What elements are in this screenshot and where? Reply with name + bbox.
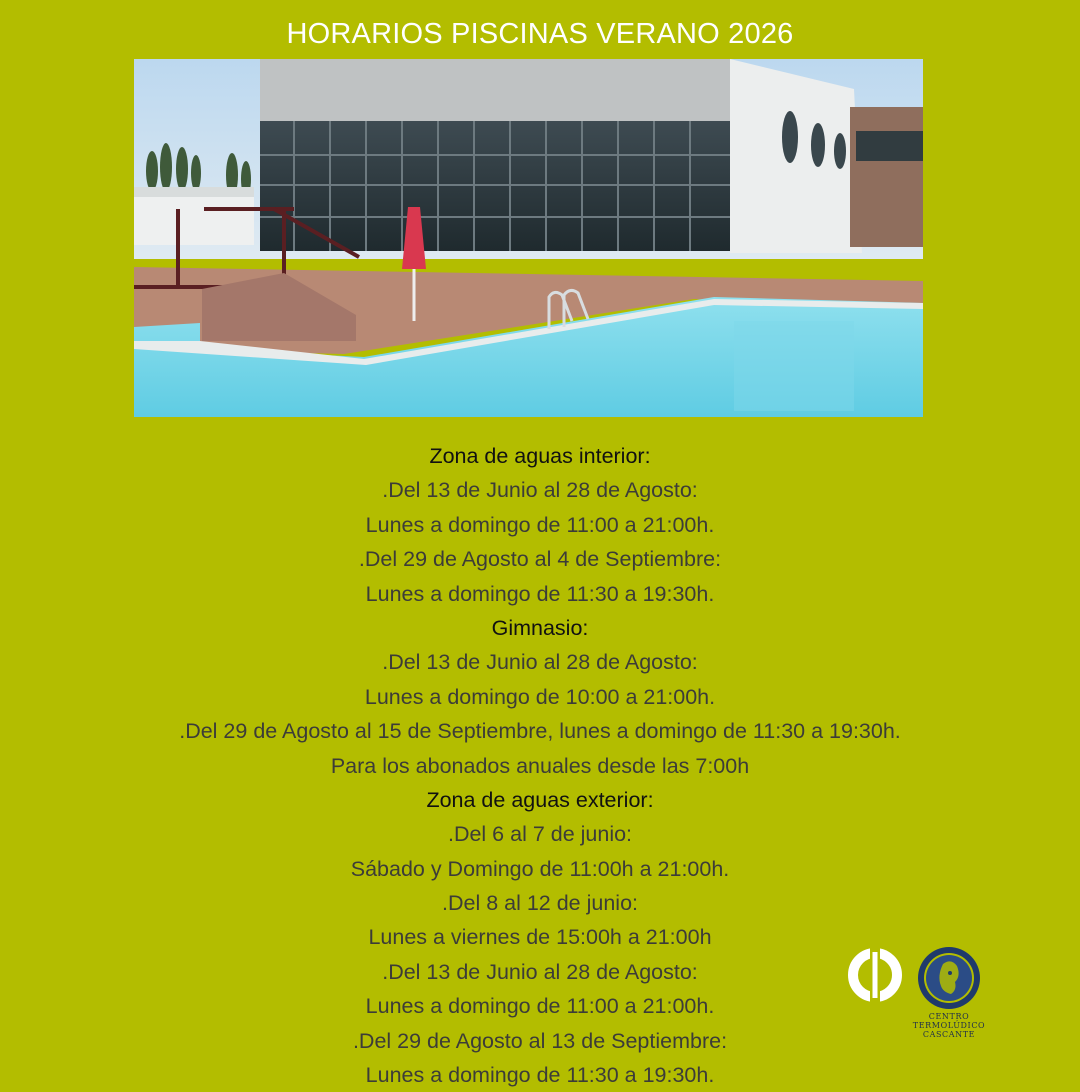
thermal-center-seal-icon (917, 946, 981, 1010)
section-heading: Zona de aguas exterior: (426, 787, 654, 812)
seal-caption (899, 1012, 999, 1039)
seal-caption-line: CENTRO (928, 1012, 970, 1021)
schedule-line: Lunes a domingo de 11:30 a 19:30h. (365, 1063, 715, 1088)
schedule-line: Lunes a viernes de 15:00h a 21:00h (368, 925, 712, 950)
circle-o-logo-icon (846, 946, 904, 1004)
section-heading: Gimnasio: (491, 615, 589, 640)
schedule-line: .Del 13 de Junio al 28 de Agosto: (382, 478, 698, 503)
schedule-line: .Del 29 de Agosto al 13 de Septiembre: (352, 1028, 728, 1053)
seal-caption-line: CASCANTE (922, 1030, 976, 1039)
schedule-line: .Del 13 de Junio al 28 de Agosto: (382, 650, 698, 675)
page-title: HORARIOS PISCINAS VERANO 2026 (286, 18, 794, 50)
schedule-line: Lunes a domingo de 10:00 a 21:00h. (364, 684, 716, 709)
schedule-line: Sábado y Domingo de 11:00h a 21:00h. (350, 856, 730, 881)
schedule-line: .Del 8 al 12 de junio: (441, 891, 639, 916)
schedule-line: .Del 6 al 7 de junio: (447, 822, 633, 847)
seal-caption-line: TERMOLÚDICO (912, 1021, 986, 1030)
schedule-line: .Del 13 de Junio al 28 de Agosto: (382, 959, 698, 984)
schedule-line: Lunes a domingo de 11:00 a 21:00h. (365, 994, 715, 1019)
section-heading: Zona de aguas interior: (429, 444, 651, 468)
pool-photo (134, 59, 923, 417)
schedule-line: Lunes a domingo de 11:30 a 19:30h. (365, 581, 715, 606)
schedule-line: Para los abonados anuales desde las 7:00h (330, 753, 750, 778)
schedule-line: Lunes a domingo de 11:00 a 21:00h. (365, 512, 715, 537)
schedule-line: .Del 29 de Agosto al 4 de Septiembre: (358, 547, 722, 572)
schedule-line: .Del 29 de Agosto al 15 de Septiembre, lunes a domingo de 11:30 a 19:30h. (179, 719, 901, 744)
